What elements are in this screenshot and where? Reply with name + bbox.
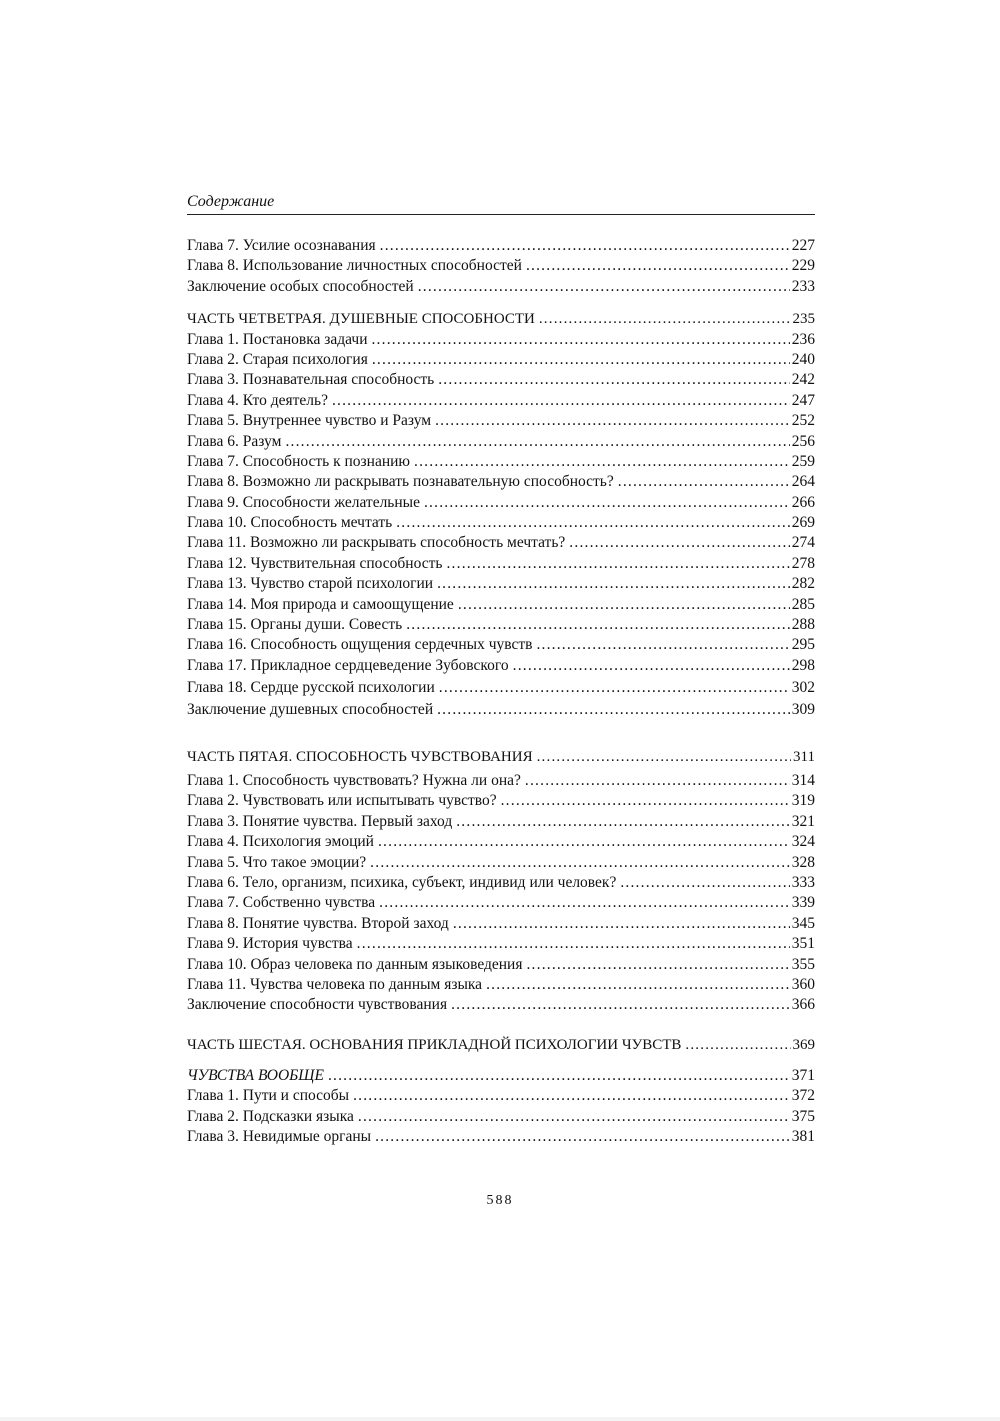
toc-entry: Глава 2. Чувствовать или испытывать чувство? ..... 319 bbox=[187, 791, 815, 811]
toc-page bbox=[187, 192, 815, 1148]
page-bottom-edge bbox=[0, 1417, 1000, 1421]
toc-entry: Глава 5. Что такое эмоции? ..... 328 bbox=[187, 853, 815, 873]
toc-entry: Глава 16. Способность ощущения сердечных чувств ..... 295 bbox=[187, 635, 815, 655]
toc-entry: Глава 5. Внутреннее чувство и Разум ..... 252 bbox=[187, 411, 815, 431]
table-of-contents bbox=[187, 236, 815, 1148]
page-number: 588 bbox=[486, 1193, 514, 1208]
toc-entry: Глава 17. Прикладное сердцеведение Зубовского ..... 298 bbox=[187, 656, 815, 676]
toc-entry: Глава 2. Старая психология ..... 240 bbox=[187, 350, 815, 370]
toc-entry: Глава 8. Понятие чувства. Второй заход ..... 345 bbox=[187, 914, 815, 934]
toc-entry: Глава 12. Чувствительная способность ..... 278 bbox=[187, 554, 815, 574]
toc-entry: Глава 10. Способность мечтать ..... 269 bbox=[187, 513, 815, 533]
toc-part-heading: ЧАСТЬ ШЕСТАЯ. ОСНОВАНИЯ ПРИКЛАДНОЙ ПСИХОЛОГИИ ЧУВСТВ ..... 369 bbox=[187, 1035, 815, 1055]
toc-entry: Глава 3. Невидимые органы ..... 381 bbox=[187, 1127, 815, 1147]
toc-entry: Заключение особых способностей ..... 233 bbox=[187, 277, 815, 297]
toc-entry: Глава 1. Постановка задачи ..... 236 bbox=[187, 330, 815, 350]
toc-section-heading: ЧУВСТВА ВООБЩЕ ..... 371 bbox=[187, 1066, 815, 1086]
toc-entry: Глава 7. Собственно чувства ..... 339 bbox=[187, 893, 815, 913]
toc-entry: Глава 13. Чувство старой психологии ..... 282 bbox=[187, 574, 815, 594]
toc-entry: Заключение способности чувствования ..... 366 bbox=[187, 995, 815, 1015]
toc-entry: Глава 11. Возможно ли раскрывать способность мечтать? ..... 274 bbox=[187, 533, 815, 553]
toc-part-heading: ЧАСТЬ ПЯТАЯ. СПОСОБНОСТЬ ЧУВСТВОВАНИЯ ..... 311 bbox=[187, 747, 815, 767]
toc-entry: Глава 4. Психология эмоций ..... 324 bbox=[187, 832, 815, 852]
toc-entry: Глава 2. Подсказки языка ..... 375 bbox=[187, 1107, 815, 1127]
toc-entry: Глава 3. Понятие чувства. Первый заход ..... 321 bbox=[187, 812, 815, 832]
toc-entry: Глава 18. Сердце русской психологии ..... 302 bbox=[187, 676, 815, 700]
toc-entry: Глава 9. Способности желательные ..... 266 bbox=[187, 493, 815, 513]
toc-entry: Глава 14. Моя природа и самоощущение ..... 285 bbox=[187, 595, 815, 615]
toc-entry: Глава 6. Тело, организм, психика, субъект, индивид или человек? ..... 333 bbox=[187, 873, 815, 893]
toc-entry: Глава 4. Кто деятель? ..... 247 bbox=[187, 391, 815, 411]
toc-entry: Глава 15. Органы души. Совесть ..... 288 bbox=[187, 615, 815, 635]
toc-entry: Глава 8. Использование личностных способностей ..... 229 bbox=[187, 256, 815, 276]
toc-entry: Глава 1. Способность чувствовать? Нужна ли она? ..... 314 bbox=[187, 771, 815, 791]
toc-entry: Глава 8. Возможно ли раскрывать познавательную способность? ..... 264 bbox=[187, 472, 815, 492]
toc-entry: Глава 1. Пути и способы ..... 372 bbox=[187, 1086, 815, 1106]
toc-entry: Глава 7. Усилие осознавания ..... 227 bbox=[187, 236, 815, 256]
running-head: Содержание bbox=[187, 192, 815, 215]
toc-entry: Глава 9. История чувства ..... 351 bbox=[187, 934, 815, 954]
toc-entry: Глава 7. Способность к познанию ..... 259 bbox=[187, 452, 815, 472]
toc-entry: Заключение душевных способностей ..... 309 bbox=[187, 700, 815, 720]
toc-entry: Глава 6. Разум ..... 256 bbox=[187, 432, 815, 452]
toc-entry: Глава 10. Образ человека по данным языковедения ..... 355 bbox=[187, 955, 815, 975]
toc-part-heading: ЧАСТЬ ЧЕТВЕТРАЯ. ДУШЕВНЫЕ СПОСОБНОСТИ ..... 235 bbox=[187, 309, 815, 329]
toc-entry: Глава 3. Познавательная способность ..... 242 bbox=[187, 370, 815, 390]
toc-entry: Глава 11. Чувства человека по данным языка ..... 360 bbox=[187, 975, 815, 995]
